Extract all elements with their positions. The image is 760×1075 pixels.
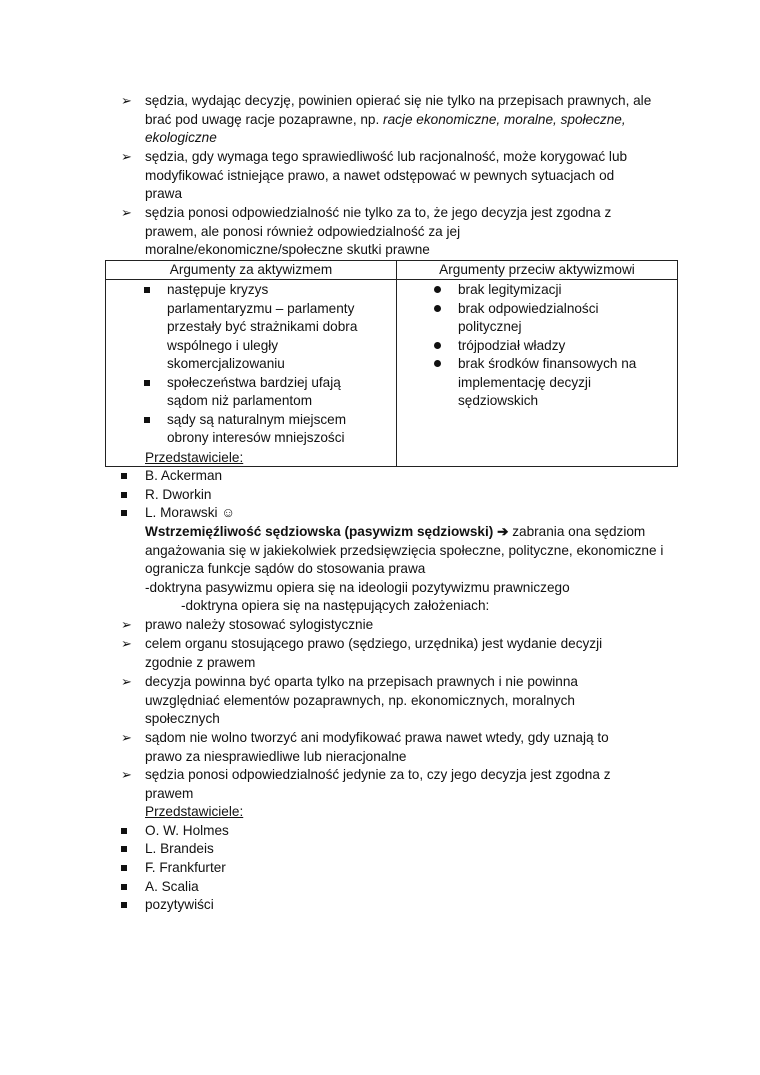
active-arrow-2-text: sędzia, gdy wymaga tego sprawiedliwość lub racjonalność, może korygować lub modyfikować istniejące prawo, a nawet odstępować w pewnych sytuacjach od prawa bbox=[145, 149, 628, 201]
right-arrow-icon: ➔ bbox=[497, 524, 509, 539]
square-bullet-icon bbox=[121, 884, 127, 890]
document-page: ➢ sędzia, wydając decyzję, powinien opierać się nie tylko na przepisach prawnych, ale brać pod uwagę racje pozaprawne, np. racje ekonomiczne, moralne, społeczne, ekologiczne ➢ sędzia, gdy wymaga tego sprawiedliwość lub racjonalność, może korygować lub modyfikować istniejące prawo, a nawet odstępować w pewnych sytuacjach od prawa ➢ sędzia ponosi odpowiedzialność nie tylko za to, że jego decyzja jest zgodna z prawem, ale ponosi również odpowiedzialność za jej moralne/ekonomiczne/społeczne skutki prawne Argumenty za aktywizmem Argumenty przeciw aktywizmowi następuje kryzys parlamentaryzmu – parlamenty przestały być strażnikami dobra wspólnego i uległy skomercjalizowaniu społeczeństwa bardziej ufają sądom niż parlamentom sądy są naturalnym miejscem obrony interesów mniejszości brak legitymizacji brak odpowiedzialności politycznej trójpodział władzy brak środków finansowych na implementację decyzji sędziowskich Przedstawiciele: B. Ackerman R. Dworkin L. Morawski ☺ Wstrzemięźliwość sędziowska (pasywizm sędziowski) ➔ zabrania ona sędziom angażowania się w jakiekolwiek przedsięwzięcia społeczne, polityczne, ekonomiczne i ogranicza funkcje sądów do stosowania prawa -doktryna pasywizmu opiera się na ideologii pozytywizmu prawniczego -doktryna opiera się na następujących założeniach: ➢ prawo należy stosować sylogistycznie ➢ celem organu stosującego prawo (sędziego, urzędnika) jest wydanie decyzji zgodnie z prawem ➢ decyzja powinna być oparta tylko na przepisach prawnych i nie powinna uwzględniać elementów pozaprawnych, np. ekonomicznych, moralnych społecznych ➢ sądom nie wolno tworzyć ani modyfikować prawa nawet wtedy, gdy uznają to prawo za niesprawiedliwe lub nieracjonalne ➢ sędzia ponosi odpowiedzialność jedynie za to, czy jego decyzja jest zgodna z prawem Przedstawiciele: O. W. Holmes L. Brandeis F. Frankfurter A. Scalia pozytywiści bbox=[0, 0, 760, 1075]
table-header-row bbox=[106, 261, 678, 280]
active-arrow-3-text: sędzia ponosi odpowiedzialność nie tylko za to, że jego decyzja jest zgodna z prawem, ale ponosi również odpowiedzialność za jej moralne/ekonomiczne/społeczne skutki prawne bbox=[145, 205, 612, 257]
list-item: społeczeństwa bardziej ufają sądom niż parlamentom bbox=[167, 374, 372, 411]
list-item: brak odpowiedzialności politycznej bbox=[458, 300, 658, 337]
square-bullet-icon bbox=[121, 492, 127, 498]
active-arrow-1-italic: racje ekonomiczne, moralne, społeczne, ekologiczne bbox=[145, 111, 626, 145]
against-activism-cell bbox=[397, 280, 678, 467]
arrow-bullet-icon: ➢ bbox=[121, 93, 132, 108]
list-item: brak legitymizacji bbox=[458, 281, 658, 300]
list-item: brak środków finansowych na implementację decyzji sędziowskich bbox=[458, 355, 658, 411]
passivism-line-2: -doktryna opiera się na następujących założeniach: bbox=[181, 598, 490, 613]
square-bullet-icon bbox=[144, 417, 150, 423]
passivism-line-1: -doktryna pasywizmu opiera się na ideologii pozytywizmu prawniczego bbox=[145, 580, 570, 595]
square-bullet-icon bbox=[121, 846, 127, 852]
arrow-bullet-icon: ➢ bbox=[121, 617, 132, 632]
square-bullet-icon bbox=[144, 287, 150, 293]
representatives-active-label: Przedstawiciele: bbox=[145, 450, 244, 465]
list-item: następuje kryzys parlamentaryzmu – parlamenty przestały być strażnikami dobra wspólnego i uległy skomercjalizowaniu bbox=[167, 281, 372, 374]
arrow-bullet-icon: ➢ bbox=[121, 767, 132, 782]
square-bullet-icon bbox=[121, 510, 127, 516]
square-bullet-icon bbox=[144, 380, 150, 386]
header-for-activism: Argumenty za aktywizmem bbox=[106, 261, 397, 280]
arrow-bullet-icon: ➢ bbox=[121, 636, 132, 651]
passivism-intro-text: zabrania ona sędziom angażowania się w jakiekolwiek przedsięwzięcia społeczne, polityczne, ekonomiczne i ogranicza funkcje sądów do stosowania prawa bbox=[145, 524, 664, 576]
arrow-bullet-icon: ➢ bbox=[121, 149, 132, 164]
arrow-bullet-icon: ➢ bbox=[121, 674, 132, 689]
passivism-title: Wstrzemięźliwość sędziowska (pasywizm sędziowski) bbox=[145, 524, 494, 539]
passivism-intro bbox=[145, 523, 665, 579]
arrow-bullet-icon: ➢ bbox=[121, 205, 132, 220]
active-arrow-1-text: sędzia, wydając decyzję, powinien opierać się nie tylko na przepisach prawnych, ale brać pod uwagę racje pozaprawne, np. bbox=[145, 93, 652, 127]
list-item: trójpodział władzy bbox=[458, 337, 658, 356]
arguments-table bbox=[105, 260, 678, 467]
header-against-activism: Argumenty przeciw aktywizmowi bbox=[397, 261, 678, 280]
arrow-bullet-icon: ➢ bbox=[121, 730, 132, 745]
square-bullet-icon bbox=[121, 902, 127, 908]
representatives-passive-label: Przedstawiciele: bbox=[145, 804, 244, 819]
table-body-row bbox=[106, 280, 678, 467]
round-bullet-icon bbox=[434, 286, 441, 293]
round-bullet-icon bbox=[434, 305, 441, 312]
for-activism-cell bbox=[106, 280, 397, 467]
square-bullet-icon bbox=[121, 865, 127, 871]
round-bullet-icon bbox=[434, 342, 441, 349]
square-bullet-icon bbox=[121, 828, 127, 834]
list-item: sądy są naturalnym miejscem obrony interesów mniejszości bbox=[167, 411, 372, 448]
square-bullet-icon bbox=[121, 473, 127, 479]
round-bullet-icon bbox=[434, 360, 441, 367]
